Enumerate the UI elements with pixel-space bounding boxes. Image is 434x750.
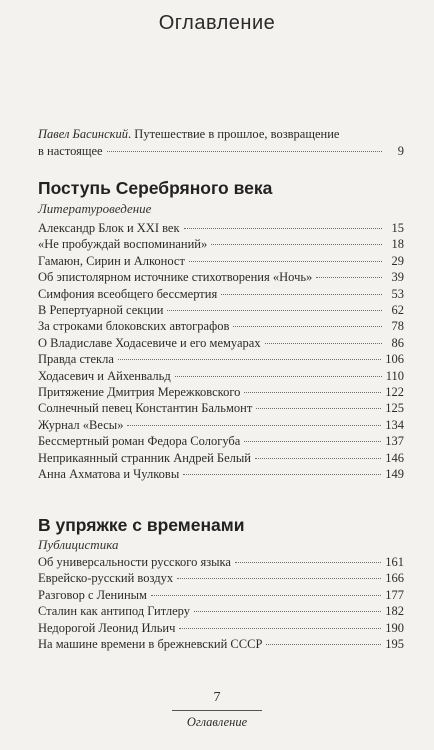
- toc-entry-page: 62: [391, 303, 404, 317]
- toc-entry-page: 182: [385, 604, 404, 619]
- toc-entry: [38, 450, 404, 466]
- toc-entry-page: 53: [391, 286, 404, 301]
- leader-dots: [233, 326, 382, 327]
- toc-entry-title: За строками блоковских автографов: [38, 319, 230, 334]
- toc-entry: [38, 286, 404, 302]
- toc-entry: [38, 570, 404, 586]
- toc-entry: [38, 384, 404, 400]
- toc-entry-title: Еврейско-русский воздух: [38, 571, 174, 586]
- leader-dots: [265, 343, 382, 344]
- intro-page: 9: [397, 144, 404, 158]
- toc-entry-page: 195: [385, 637, 404, 651]
- leader-dots: [211, 244, 382, 245]
- toc-entry-title: Журнал «Весы»: [38, 417, 124, 432]
- toc-entry: [38, 269, 404, 285]
- toc-entry: [38, 335, 404, 351]
- leader-dots: [189, 261, 382, 262]
- toc-entry: [38, 417, 404, 433]
- toc-entry-page: 106: [385, 352, 404, 367]
- toc-entry-page: 122: [385, 385, 404, 399]
- toc-entry-title: Бессмертный роман Федора Сологуба: [38, 434, 241, 449]
- section-title: Поступь Серебряного века: [38, 178, 273, 198]
- toc-entry-title: Анна Ахматова и Чулковы: [38, 467, 180, 481]
- toc-entry: [38, 466, 404, 482]
- leader-dots: [127, 425, 381, 426]
- toc-entry-title: Притяжение Дмитрия Мережковского: [38, 385, 241, 399]
- toc-entry-page: 78: [391, 319, 404, 334]
- intro-entry-line-2: [38, 143, 404, 159]
- section-title: В упряжке с временами: [38, 515, 245, 535]
- toc-entry-title: О Владиславе Ходасевиче и его мемуарах: [38, 335, 261, 350]
- toc-entry: [38, 620, 404, 636]
- footer-divider: [172, 710, 262, 711]
- leader-dots: [107, 151, 382, 152]
- leader-dots: [183, 474, 381, 475]
- page-number: 7: [213, 690, 221, 705]
- leader-dots: [175, 376, 382, 377]
- toc-entry-title: Симфония всеобщего бессмертия: [38, 286, 218, 301]
- intro-author: Павел Басинский: [38, 127, 129, 141]
- toc-entry-title: Разговор с Лениным: [38, 587, 147, 602]
- toc-entry-page: 125: [385, 401, 404, 416]
- toc-entry-page: 137: [385, 434, 404, 449]
- toc-entry: [38, 318, 404, 334]
- toc-entry-page: 190: [385, 620, 404, 635]
- leader-dots: [316, 277, 382, 278]
- running-title: Оглавление: [186, 715, 248, 729]
- toc-entry: [38, 236, 404, 252]
- toc-entry-page: 110: [385, 368, 404, 383]
- toc-entry-title: Ходасевич и Айхенвальд: [38, 368, 171, 383]
- leader-dots: [118, 359, 381, 360]
- intro-title-part2: в настоящее: [38, 144, 103, 158]
- toc-entry-title: Солнечный певец Константин Бальмонт: [38, 401, 253, 416]
- leader-dots: [167, 310, 382, 311]
- toc-entry-page: 86: [391, 335, 404, 350]
- section-subtitle: Литературоведение: [38, 201, 152, 216]
- toc-entry: [38, 587, 404, 603]
- intro-title-part1: . Путешествие в прошлое, возвращение: [128, 127, 340, 141]
- page-title: Оглавление: [158, 12, 276, 34]
- toc-entry-page: 146: [385, 450, 404, 465]
- toc-entry-page: 161: [385, 555, 404, 569]
- leader-dots: [221, 294, 382, 295]
- toc-entry-title: Гамаюн, Сирин и Алконост: [38, 253, 185, 268]
- leader-dots: [179, 628, 381, 629]
- toc-entry-title: На машине времени в брежневский СССР: [38, 637, 263, 651]
- leader-dots: [255, 458, 381, 459]
- leader-dots: [177, 578, 381, 579]
- toc-entry-title: Недорогой Леонид Ильич: [38, 620, 176, 635]
- toc-entry-page: 39: [391, 270, 404, 285]
- toc-entry-title: Правда стекла: [38, 352, 114, 367]
- toc-entry-page: 29: [391, 253, 404, 268]
- leader-dots: [244, 392, 381, 393]
- toc-entry: [38, 351, 404, 367]
- leader-dots: [244, 441, 381, 442]
- toc-entry-title: В Репертуарной секции: [38, 303, 164, 317]
- leader-dots: [151, 595, 381, 596]
- intro-entry-line-1: [38, 127, 339, 142]
- leader-dots: [256, 408, 381, 409]
- toc-entry-title: Сталин как антипод Гитлеру: [38, 604, 190, 619]
- leader-dots: [235, 562, 381, 563]
- toc-entry-title: Неприкаянный странник Андрей Белый: [38, 450, 251, 465]
- toc-entry: [38, 554, 404, 570]
- toc-entry: [38, 302, 404, 318]
- toc-entry-page: 149: [385, 467, 404, 481]
- toc-entry-title: Александр Блок и XXI век: [38, 221, 180, 235]
- toc-entry: [38, 603, 404, 619]
- toc-entry-title: «Не пробуждай воспоминаний»: [38, 237, 208, 252]
- toc-entry: [38, 253, 404, 269]
- toc-entry: [38, 368, 404, 384]
- leader-dots: [266, 644, 381, 645]
- toc-entry: [38, 433, 404, 449]
- toc-entry-page: 15: [391, 221, 404, 235]
- toc-entry: [38, 636, 404, 652]
- leader-dots: [184, 228, 382, 229]
- toc-entry: [38, 400, 404, 416]
- toc-entry-title: Об эпистолярном источнике стихотворения «Ночь»: [38, 270, 313, 285]
- toc-entry-title: Об универсальности русского языка: [38, 555, 231, 569]
- toc-entry: [38, 220, 404, 236]
- toc-entry-page: 134: [385, 417, 404, 432]
- section-subtitle: Публицистика: [38, 537, 119, 552]
- toc-entry-page: 18: [391, 237, 404, 252]
- leader-dots: [194, 611, 381, 612]
- toc-entry-page: 166: [385, 571, 404, 586]
- toc-entry-page: 177: [385, 587, 404, 602]
